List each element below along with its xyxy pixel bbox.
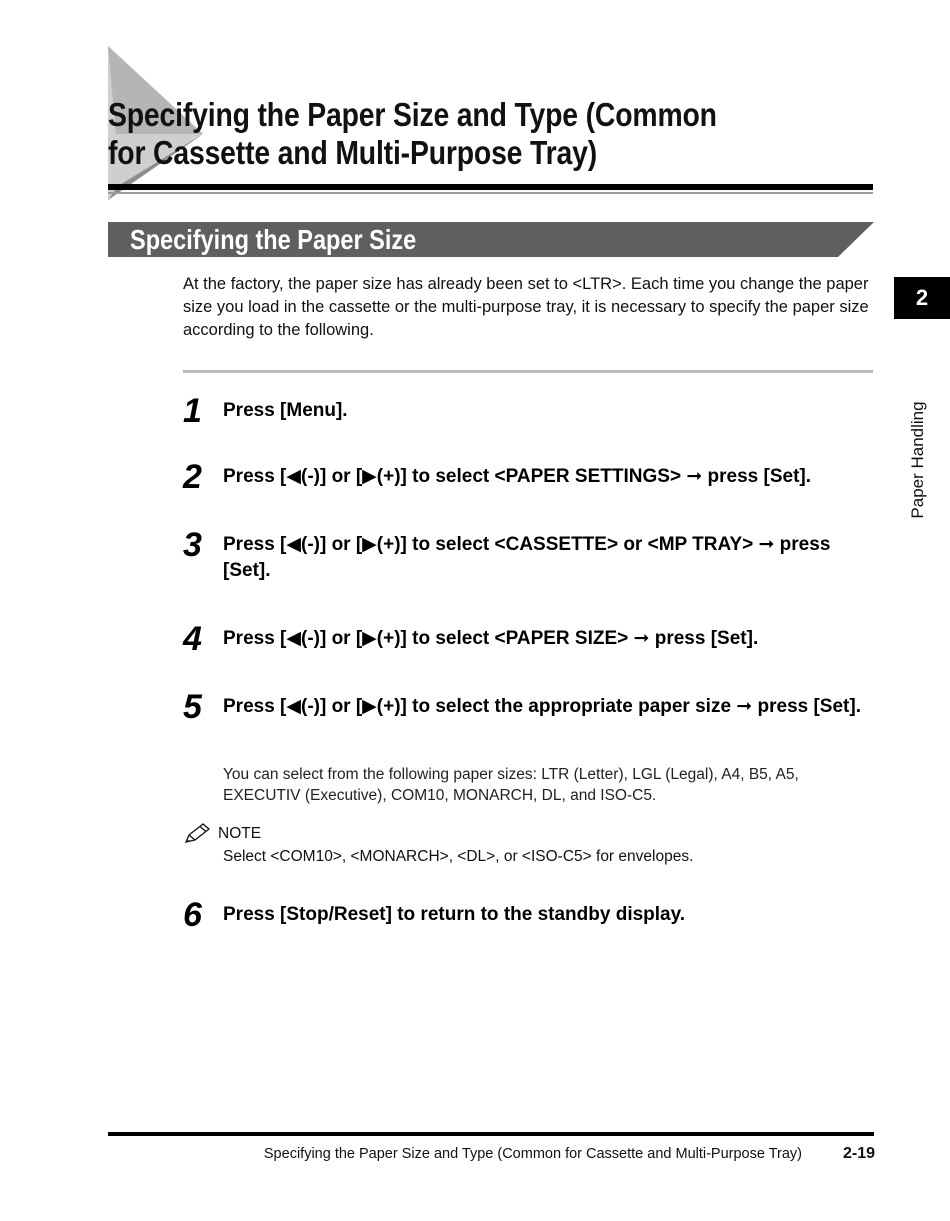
step-5-detail: You can select from the following paper sizes: LTR (Letter), LGL (Legal), A4, B5, A5, EXECUTIV (Executive), COM10, MONARCH, DL, and ISO-C5. [223, 766, 799, 804]
intro-paragraph: At the factory, the paper size has already been set to <LTR>. Each time you change the paper size you load in the cassette or the multi-purpose tray, it is necessary to specify the paper size according to the following. [183, 275, 869, 339]
step-number: 6 [183, 896, 202, 934]
page-number: 2-19 [842, 1145, 875, 1162]
step-number: 4 [183, 620, 202, 658]
note-label: NOTE [218, 825, 262, 842]
step-text: Press [◀(-)] or [▶(+)] to select <PAPER SIZE> ➞ press [Set]. [223, 628, 759, 649]
step-text: Press [◀(-)] or [▶(+)] to select the appropriate paper size ➞ press [Set]. [223, 696, 861, 717]
step-number: 1 [183, 392, 202, 430]
pencil-icon [183, 822, 211, 846]
title-underline [108, 184, 873, 190]
section-title: Specifying the Paper Size [130, 224, 417, 255]
step-text: Press [Stop/Reset] to return to the standby display. [223, 904, 686, 925]
step-text: Press [◀(-)] or [▶(+)] to select <PAPER SETTINGS> ➞ press [Set]. [223, 466, 811, 487]
step-text: Press [Menu]. [223, 400, 348, 421]
footer-rule [108, 1132, 874, 1136]
step-number: 5 [183, 688, 202, 726]
step-text: Press [◀(-)] or [▶(+)] to select <CASSETTE> or <MP TRAY> ➞ press [Set]. [223, 534, 831, 581]
chapter-label: Paper Handling [908, 401, 927, 519]
note-text: Select <COM10>, <MONARCH>, <DL>, or <ISO-C5> for envelopes. [223, 848, 694, 865]
step-number: 2 [183, 458, 202, 496]
page-title: Specifying the Paper Size and Type (Common for Cassette and Multi-Purpose Tray) [108, 96, 717, 171]
chapter-tab: 2 [894, 277, 950, 319]
intro-divider [183, 370, 873, 373]
footer-title: Specifying the Paper Size and Type (Common for Cassette and Multi-Purpose Tray) [263, 1146, 802, 1162]
title-underline-secondary [108, 192, 873, 194]
step-number: 3 [183, 526, 202, 564]
